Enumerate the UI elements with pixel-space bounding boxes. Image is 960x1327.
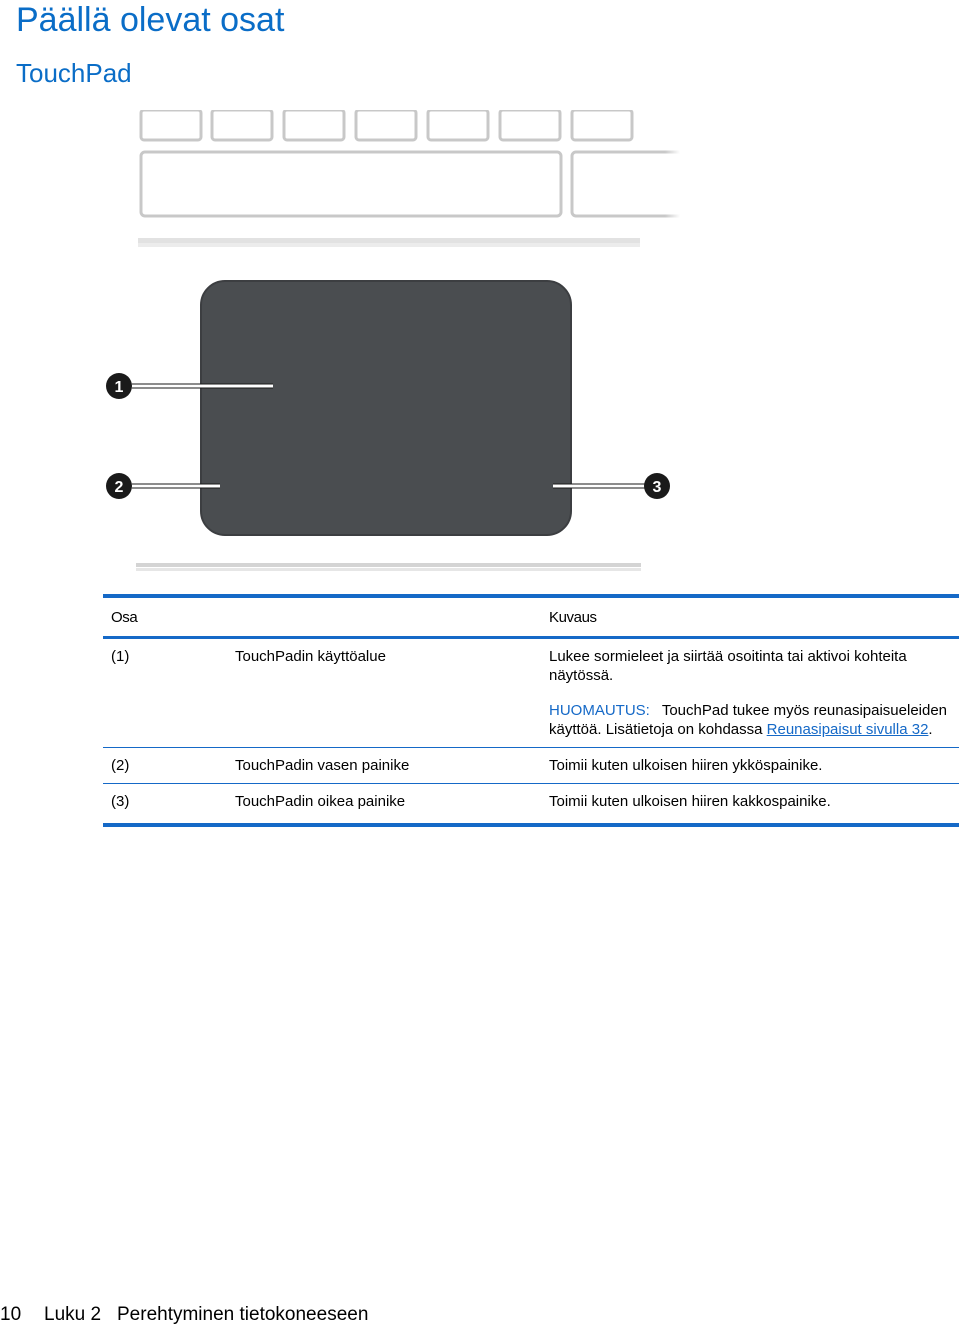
callout-1-label: 1 xyxy=(114,379,124,396)
touchpad-illustration xyxy=(100,110,680,580)
header-description: Kuvaus xyxy=(541,596,959,638)
callout-2-marker xyxy=(106,473,132,499)
row-description-cell xyxy=(541,638,959,748)
table-header-row xyxy=(103,596,959,638)
header-part: Osa xyxy=(103,596,541,638)
row-part-name: TouchPadin oikea painike xyxy=(227,784,541,826)
callout-1-marker xyxy=(106,373,132,399)
chapter-title: Perehtyminen tietokoneeseen xyxy=(117,1304,369,1325)
row-number: (2) xyxy=(103,748,227,784)
parts-table xyxy=(103,594,959,827)
callout-2-label: 2 xyxy=(114,479,124,496)
callout-3-marker xyxy=(644,473,670,499)
touchpad-surface xyxy=(201,281,571,535)
row-description: Toimii kuten ulkoisen hiiren kakkospainike. xyxy=(541,784,959,826)
table-row xyxy=(103,638,959,748)
note-end: . xyxy=(928,721,933,738)
note-text: TouchPad tukee myös reunasipaisueleiden käyttöä. Lisätietoja on kohdassa xyxy=(549,702,948,738)
row-number: (1) xyxy=(103,638,227,748)
row-part-name: TouchPadin vasen painike xyxy=(227,748,541,784)
row-description: Lukee sormieleet ja siirtää osoitinta tai aktivoi kohteita näytössä. xyxy=(549,648,907,684)
chapter-number: Luku 2 xyxy=(44,1304,102,1325)
row-part-name: TouchPadin käyttöalue xyxy=(227,638,541,748)
page-number: 10 xyxy=(0,1304,22,1325)
callout-3-label: 3 xyxy=(652,479,662,496)
row-number: (3) xyxy=(103,784,227,826)
cross-reference-link[interactable]: Reunasipaisut sivulla 32 xyxy=(766,721,929,738)
note-label: HUOMAUTUS: xyxy=(549,702,650,719)
section-title: TouchPad xyxy=(16,58,132,88)
page-title: Päällä olevat osat xyxy=(16,1,285,39)
row-description: Toimii kuten ulkoisen hiiren ykköspainike. xyxy=(541,748,959,784)
note xyxy=(549,701,951,739)
table-row xyxy=(103,748,959,784)
table-row xyxy=(103,784,959,826)
